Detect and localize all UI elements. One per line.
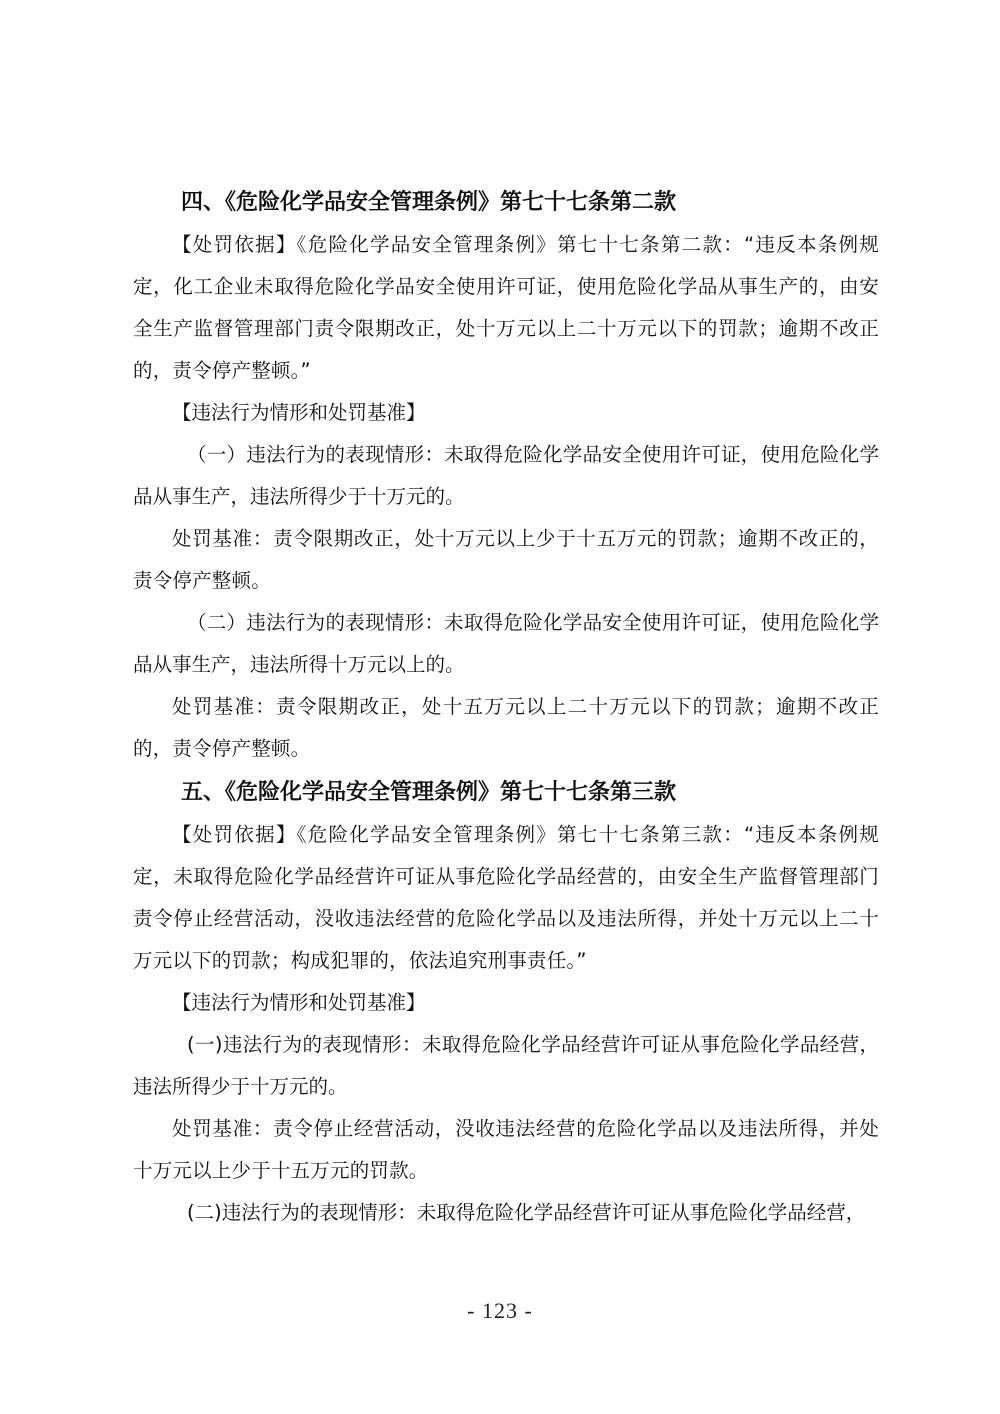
page-number: - 123 - [467,1298,533,1323]
section-4-case-1: （一）违法行为的表现情形：未取得危险化学品安全使用许可证，使用危险化学品从事生产，违法所得少于十万元的。 [133,443,879,508]
section-4-penalty-1: 处罚基准：责令限期改正，处十万元以上少于十五万元的罚款；逾期不改正的，责令停产整顿。 [133,527,879,592]
page-content [133,180,879,1234]
section-4-criteria-label: 【违法行为情形和处罚基准】 [172,401,426,424]
section-4-heading: 四、《危险化学品安全管理条例》第七十七条第二款 [181,189,677,215]
section-4-case-2: （二）违法行为的表现情形：未取得危险化学品安全使用许可证，使用危险化学品从事生产，违法所得十万元以上的。 [133,611,879,676]
section-5-heading: 五、《危险化学品安全管理条例》第七十七条第三款 [181,779,677,805]
section-4-penalty-2: 处罚基准：责令限期改正，处十五万元以上二十万元以下的罚款；逾期不改正的，责令停产整顿。 [133,695,879,760]
section-5-basis: 【处罚依据】《危险化学品安全管理条例》第七十七条第三款：“违反本条例规定，未取得危险化学品经营许可证从事危险化学品经营的，由安全生产监督管理部门责令停止经营活动，没收违法经营的危险化学品以及违法所得，并处十万元以上二十万元以下的罚款；构成犯罪的，依法追究刑事责任。” [133,823,879,972]
section-5-case-2: (二)违法行为的表现情形：未取得危险化学品经营许可证从事危险化学品经营， [187,1201,866,1224]
section-4-basis: 【处罚依据】《危险化学品安全管理条例》第七十七条第二款：“违反本条例规定，化工企业未取得危险化学品安全使用许可证，使用危险化学品从事生产的，由安全生产监督管理部门责令限期改正，处十万元以上二十万元以下的罚款；逾期不改正的，责令停产整顿。” [133,233,879,382]
section-5-criteria-label: 【违法行为情形和处罚基准】 [172,991,426,1014]
section-5-case-1: (一)违法行为的表现情形：未取得危险化学品经营许可证从事危险化学品经营，违法所得少于十万元的。 [133,1033,879,1098]
section-5-penalty-1: 处罚基准：责令停止经营活动，没收违法经营的危险化学品以及违法所得，并处十万元以上少于十五万元的罚款。 [133,1117,879,1182]
